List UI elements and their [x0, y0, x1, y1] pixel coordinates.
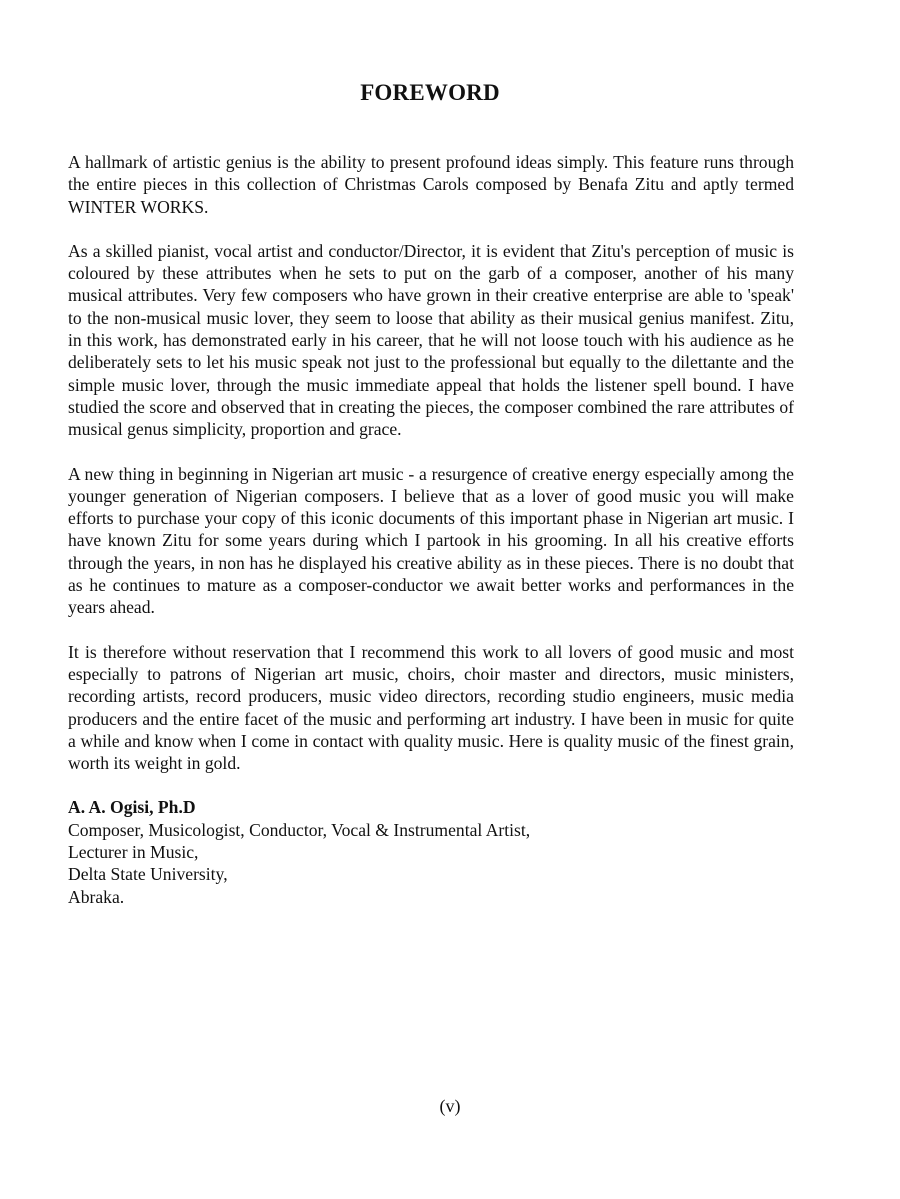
page-number: (v)	[439, 1096, 461, 1116]
author-title: Composer, Musicologist, Conductor, Vocal & Instrumental Artist,	[68, 819, 531, 840]
page-title: FOREWORD	[360, 80, 500, 105]
author-institution: Delta State University,	[68, 864, 228, 885]
foreword-body	[68, 151, 794, 908]
author-position: Lecturer in Music,	[68, 842, 199, 863]
paragraph-2: As a skilled pianist, vocal artist and conductor/Director, it is evident that Zitu's perception of music is coloured by these attributes when he sets to put on the garb of a composer, another of his many musical attributes. Very few composers who have grown in their creative enterprise are able to 'speak' to the non-musical music lover, they seem to loose that ability as their musical genius manifest. Zitu, in this work, has demonstrated early in his career, that he will not loose touch with his audience as he deliberately sets to let his music speak not just to the professional but equally to the dilettante and the simple music lover, through the music immediate appeal that holds the listener spell bound. I have studied the score and observed that in creating the pieces, the composer combined the rare attributes of musical genus simplicity, proportion and grace.	[68, 240, 794, 440]
author-location: Abraka.	[68, 886, 125, 907]
paragraph-1: A hallmark of artistic genius is the ability to present profound ideas simply. This feature runs through the entire pieces in this collection of Christmas Carols composed by Benafa Zitu and aptly termed WINTER WORKS.	[68, 152, 794, 217]
paragraph-4: It is therefore without reservation that I recommend this work to all lovers of good music and most especially to patrons of Nigerian art music, choirs, choir master and directors, music ministers, recording artists, record producers, music video directors, recording studio engineers, music media producers and the entire facet of the music and performing art industry. I have been in music for quite a while and know when I come in contact with quality music. Here is quality music of the finest grain, worth its weight in gold.	[68, 641, 794, 774]
signature-block	[68, 796, 794, 907]
author-name: A. A. Ogisi, Ph.D	[68, 797, 196, 818]
paragraph-3: A new thing in beginning in Nigerian art music - a resurgence of creative energy especially among the younger generation of Nigerian composers. I believe that as a lover of good music you will make efforts to purchase your copy of this iconic documents of this important phase in Nigerian art music. I have known Zitu for some years during which I partook in his grooming. In all his creative efforts through the years, in non has he displayed his creative ability as in these pieces. There is no doubt that as he continues to mature as a composer-conductor we await better works and performances in the years ahead.	[68, 463, 794, 618]
